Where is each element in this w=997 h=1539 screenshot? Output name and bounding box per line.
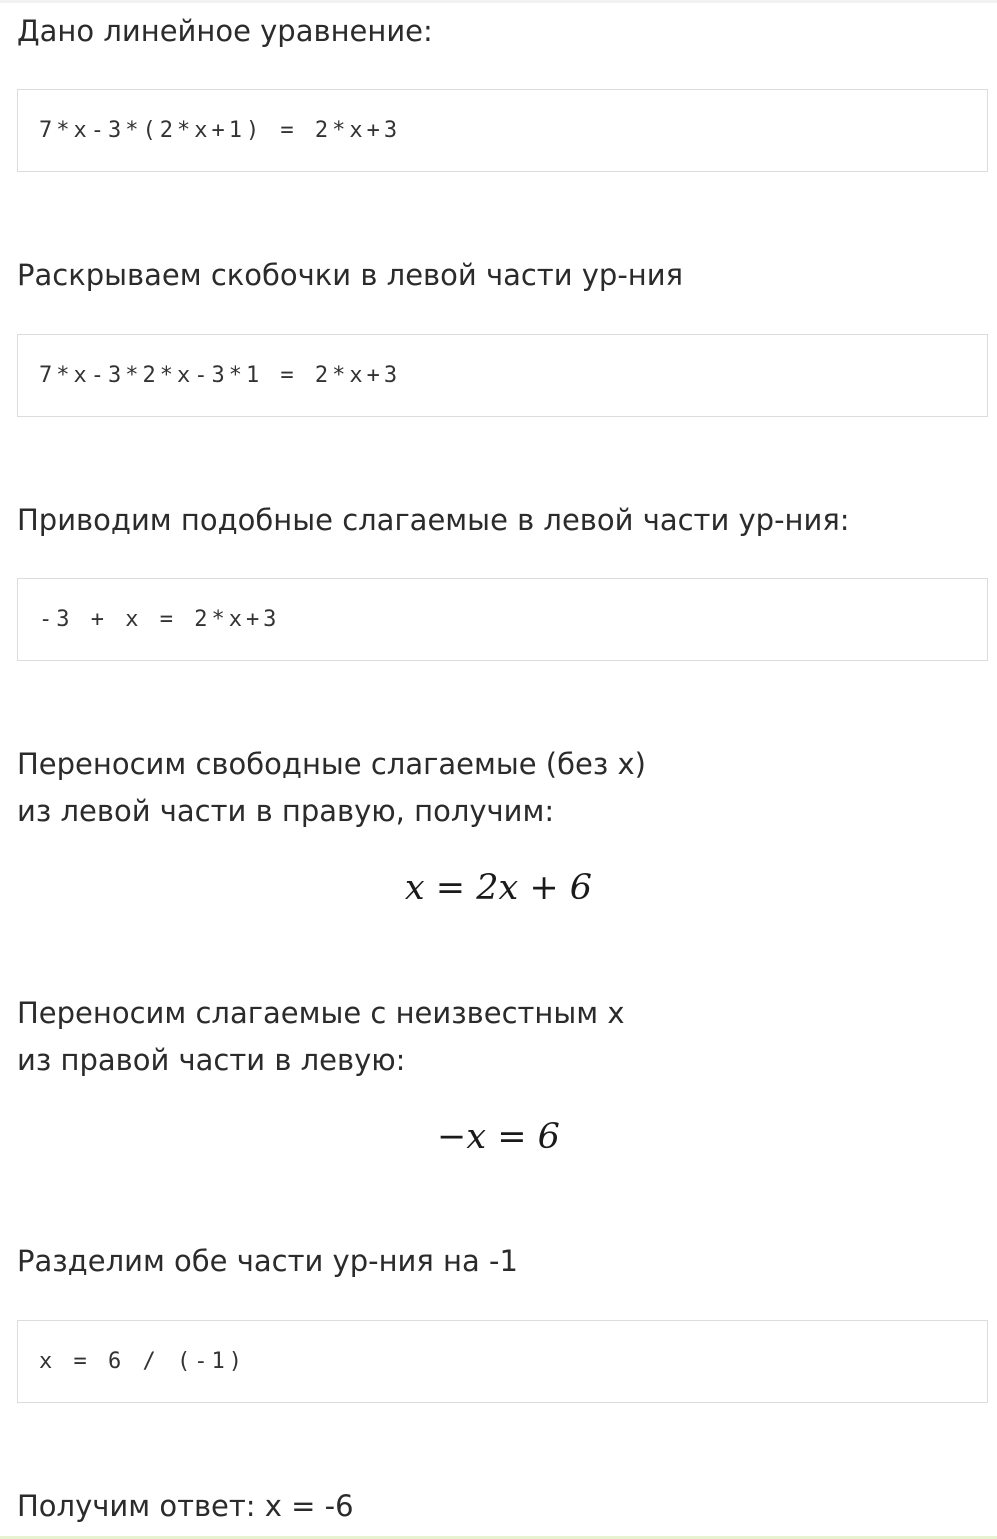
step-1-code: 7*x-3*(2*x+1) = 2*x+3 bbox=[39, 118, 402, 143]
step-6-code: x = 6 / (-1) bbox=[39, 1349, 246, 1374]
step-4-formula: x = 2x + 6 bbox=[404, 868, 593, 908]
step-5-formula: −x = 6 bbox=[437, 1117, 560, 1157]
step-6-text: Разделим обе части ур-ния на -1 bbox=[17, 1244, 518, 1278]
step-3-code-box bbox=[17, 578, 988, 661]
step-5-text-line-1: Переносим слагаемые с неизвестным x bbox=[17, 996, 625, 1030]
top-divider bbox=[0, 0, 997, 3]
step-4-text-line-2: из левой части в правую, получим: bbox=[17, 794, 555, 828]
step-5-text-line-2: из правой части в левую: bbox=[17, 1043, 406, 1077]
step-2-code: 7*x-3*2*x-3*1 = 2*x+3 bbox=[39, 363, 402, 388]
answer-text: Получим ответ: x = -6 bbox=[17, 1489, 354, 1523]
step-3-text: Приводим подобные слагаемые в левой части ур-ния: bbox=[17, 503, 850, 537]
step-2-text: Раскрываем скобочки в левой части ур-ния bbox=[17, 258, 684, 292]
step-6-code-box bbox=[17, 1320, 988, 1403]
step-2-code-box bbox=[17, 334, 988, 417]
step-3-code: -3 + x = 2*x+3 bbox=[39, 607, 281, 632]
step-4-text-line-1: Переносим свободные слагаемые (без x) bbox=[17, 747, 646, 781]
step-1-text: Дано линейное уравнение: bbox=[17, 14, 433, 48]
step-1-code-box bbox=[17, 89, 988, 172]
